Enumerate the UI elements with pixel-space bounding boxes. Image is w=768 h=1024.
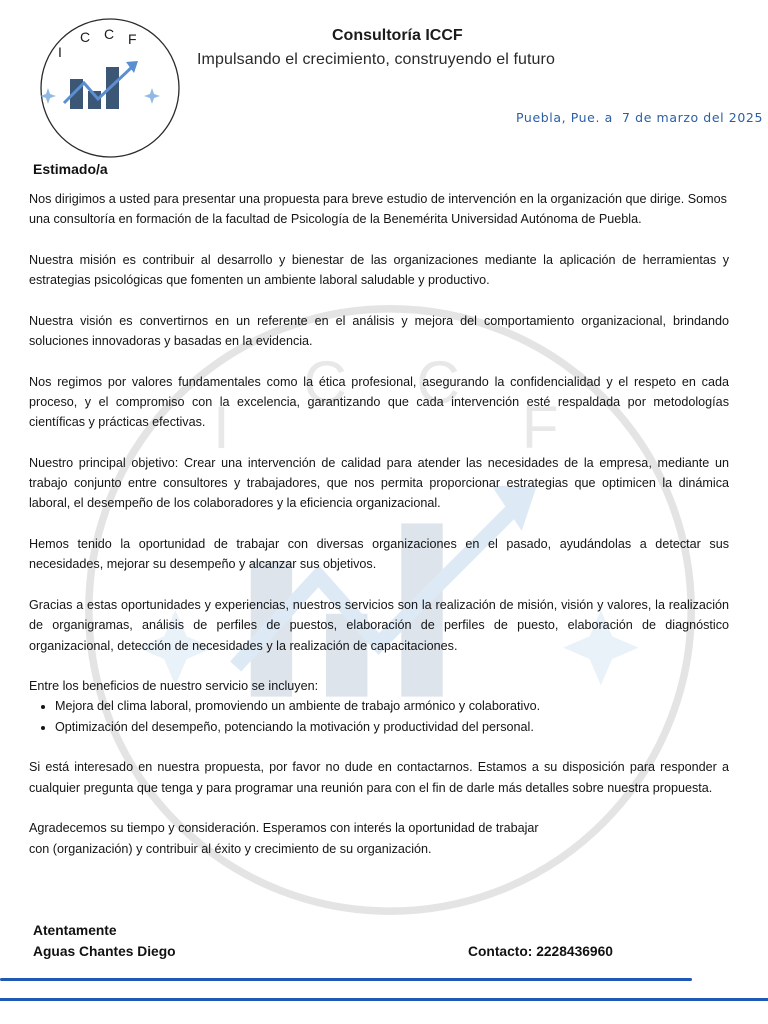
- paragraph-experience: Hemos tenido la oportunidad de trabajar con diversas organizaciones en el pasado, ayudándolas a detectar sus necesidades, mejorar su desempeño y alcanzar sus objetivos.: [29, 537, 729, 572]
- logo-letter-c1: C: [80, 29, 91, 45]
- svg-text:C: C: [416, 347, 460, 416]
- paragraph-intro: Nos dirigimos a usted para presentar una propuesta para breve estudio de intervención en la organización que dirige. Somos una consultoría en formación de la facultad de Psicología de la Benemérita Universidad Autónoma de Puebla.: [29, 192, 727, 227]
- paragraph-objective: Nuestro principal objetivo: Crear una intervención de calidad para atender las necesidades de la empresa, mediante un trabajo conjunto entre consultores y trabajadores, que nos permita proporcionar estrategias que optimicen la dinámica laboral, el desempeño de los colaboradores y la eficiencia organizacional.: [29, 455, 729, 511]
- thanks-line-1: Agradecemos su tiempo y consideración. Esperamos con interés la oportunidad de trabajar: [29, 821, 539, 836]
- svg-text:C: C: [303, 347, 347, 416]
- footer-rule-bottom: [0, 998, 768, 1001]
- place-date: Puebla, Pue. a 7 de marzo del 2025: [516, 110, 763, 125]
- benefits-list: [29, 696, 729, 737]
- logo-letter-f: F: [128, 31, 137, 47]
- paragraph-services: Gracias a estas oportunidades y experiencias, nuestros servicios son la realización de misión, visión y valores, la realización de organigramas, análisis de perfiles de puestos, elaboración de perfiles de puesto, elaboración de diagnóstico organizacional, detección de necesidades y la realización de capacitaciones.: [29, 597, 729, 653]
- svg-text:I: I: [213, 393, 230, 462]
- benefit-item: • Mejora del clima laboral, promoviendo un ambiente de trabajo armónico y colaborativo.: [55, 696, 729, 716]
- logo-letter-i: I: [58, 44, 64, 60]
- contact-phone: Contacto: 2228436960: [468, 944, 613, 959]
- greeting: Estimado/a: [33, 161, 108, 177]
- footer-rule-top: [0, 978, 692, 981]
- paragraph-mission: Nuestra misión es contribuir al desarrollo y bienestar de las organizaciones mediante la aplicación de herramientas y estrategias psicológicas que fomenten un ambiente laboral saludable y productivo.: [29, 252, 729, 288]
- iccf-logo: [24, 17, 194, 159]
- signer-name: Aguas Chantes Diego: [33, 944, 176, 959]
- svg-text:F: F: [521, 393, 559, 462]
- paragraph-contact: Si está interesado en nuestra propuesta, por favor no dude en contactarnos. Estamos a su disposición para responder a cualquier pregunta que tenga y para programar una reunión para con el fin de darle más detalles sobre nuestra propuesta.: [29, 760, 729, 795]
- benefit-item: • Optimización del desempeño, potenciando la motivación y productividad del personal.: [55, 717, 729, 737]
- closing: Atentamente: [33, 923, 117, 938]
- logo-letter-c2: C: [104, 26, 115, 42]
- letter-body: [29, 189, 729, 859]
- thanks-line-2: con (organización) y contribuir al éxito y crecimiento de su organización.: [29, 841, 432, 856]
- paragraph-vision: Nuestra visión es convertirnos en un referente en el análisis y mejora del comportamiento organizacional, brindando soluciones innovadoras y basadas en la evidencia.: [29, 313, 729, 349]
- company-title: Consultoría ICCF: [332, 27, 463, 44]
- benefits-intro: Entre los beneficios de nuestro servicio se incluyen:: [29, 679, 319, 694]
- paragraph-values: Nos regimos por valores fundamentales como la ética profesional, asegurando la confidencialidad y el respeto en cada proceso, y el compromiso con la excelencia, garantizando que cada intervención esté respaldada por metodologías científicas y prácticas efectivas.: [29, 374, 729, 430]
- company-tagline: Impulsando el crecimiento, construyendo el futuro: [197, 51, 555, 68]
